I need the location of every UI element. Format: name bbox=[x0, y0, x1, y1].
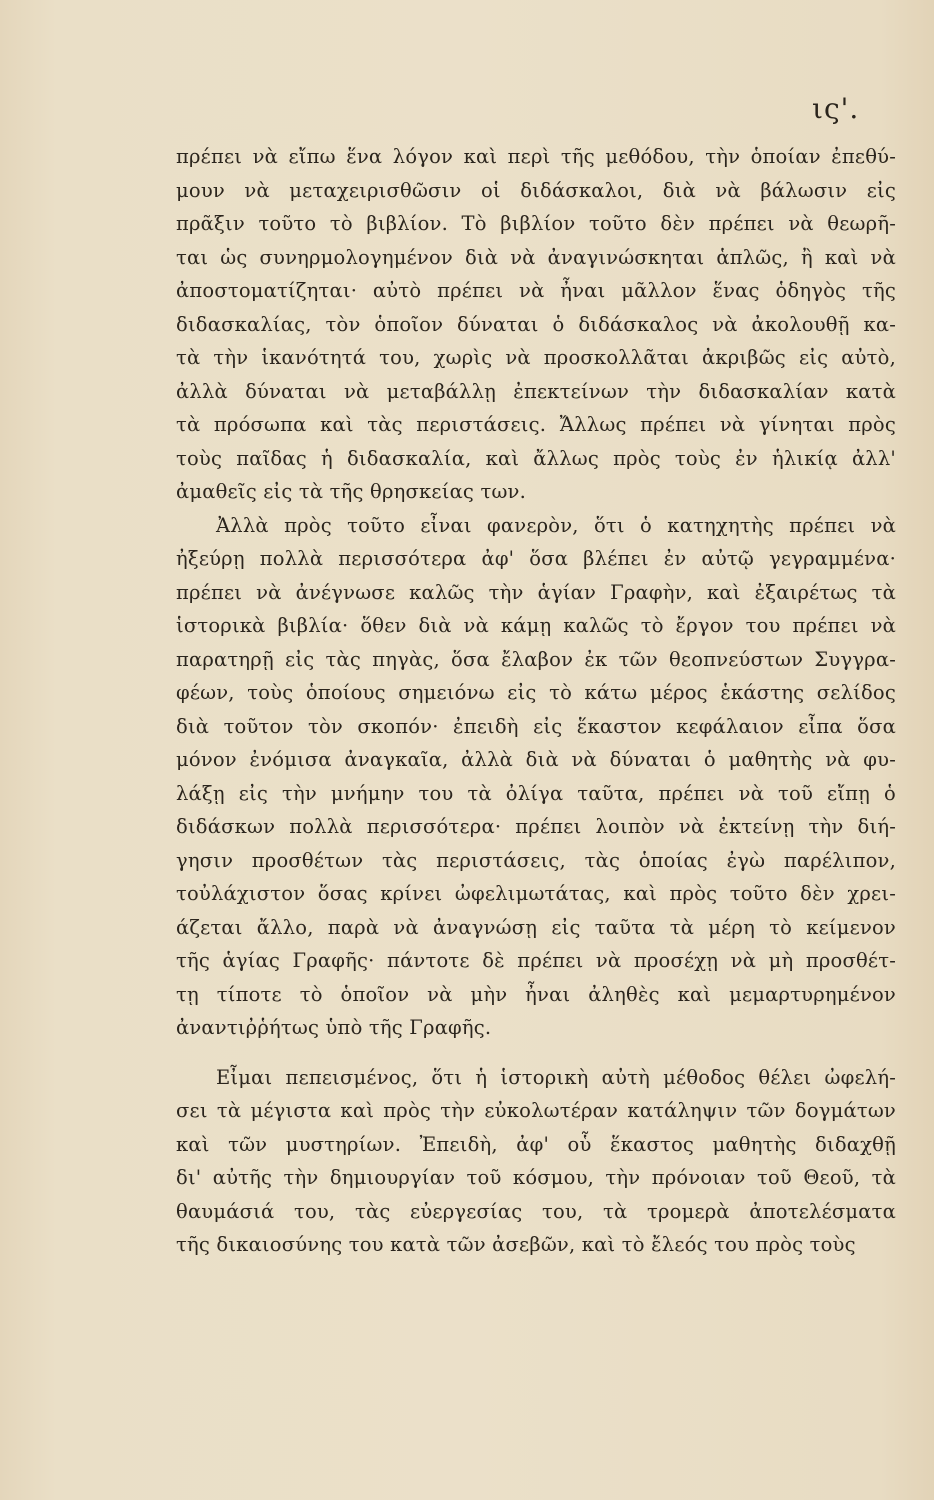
text-line: Εἶμαι πεπεισμένος, ὅτι ἡ ἱστορικὴ αὐτὴ μέθοδος θέλει ὠφελή- bbox=[216, 1065, 896, 1089]
text-line: μουν νὰ μεταχειρισθῶσιν οἱ διδάσκαλοι, διὰ νὰ βάλωσιν εἰς bbox=[176, 178, 896, 202]
text-line: διὰ τοῦτον τὸν σκοπόν· ἐπειδὴ εἰς ἕκαστον κεφάλαιον εἶπα ὅσα bbox=[176, 714, 896, 738]
text-line: διδασκαλίας, τὸν ὁποῖον δύναται ὁ διδάσκαλος νὰ ἀκολουθῇ κα- bbox=[176, 312, 896, 336]
text-line: τῃ τίποτε τὸ ὁποῖον νὰ μὴν ἦναι ἀληθὲς καὶ μεμαρτυρημένον bbox=[176, 982, 896, 1006]
page-text bbox=[176, 140, 896, 1262]
text-line: ἠξεύρῃ πολλὰ περισσότερα ἀφ' ὅσα βλέπει ἐν αὐτῷ γεγραμμένα· bbox=[176, 547, 896, 570]
text-line: τῆς ἁγίας Γραφῆς· πάντοτε δὲ πρέπει νὰ προσέχῃ νὰ μὴ προσθέτ- bbox=[176, 949, 896, 972]
text-line: καὶ τῶν μυστηρίων. Ἐπειδὴ, ἀφ' οὗ ἕκαστος μαθητὴς διδαχθῇ bbox=[176, 1132, 896, 1156]
text-line: ἀλλὰ δύναται νὰ μεταβάλλῃ ἐπεκτείνων τὴν διδασκαλίαν κατὰ bbox=[176, 379, 896, 403]
text-line: ἀμαθεῖς εἰς τὰ τῆς θρησκείας των. bbox=[176, 480, 526, 503]
text-line: ται ὡς συνηρμολογημένον διὰ νὰ ἀναγινώσκηται ἁπλῶς, ἢ καὶ νὰ bbox=[176, 245, 896, 269]
paragraph bbox=[176, 1061, 896, 1262]
text-line: άζεται ἄλλο, παρὰ νὰ ἀναγνώσῃ εἰς ταῦτα τὰ μέρη τὸ κείμενον bbox=[176, 915, 896, 939]
text-line: πρέπει νὰ εἴπω ἕνα λόγον καὶ περὶ τῆς μεθόδου, τὴν ὁποίαν ἐπεθύ- bbox=[176, 145, 896, 168]
text-line: δι' αὐτῆς τὴν δημιουργίαν τοῦ κόσμου, τὴν πρόνοιαν τοῦ Θεοῦ, τὰ bbox=[176, 1166, 896, 1189]
text-line: διδάσκων πολλὰ περισσότερα· πρέπει λοιπὸν νὰ ἐκτείνῃ τὴν διή- bbox=[176, 815, 896, 838]
text-line: τῆς δικαιοσύνης του κατὰ τῶν ἀσεβῶν, καὶ τὸ ἔλεός του πρὸς τοὺς bbox=[176, 1233, 856, 1256]
paragraph bbox=[176, 509, 896, 1045]
text-line: ἱστορικὰ βιβλία· ὅθεν διὰ νὰ κάμῃ καλῶς τὸ ἔργον του πρέπει νὰ bbox=[176, 614, 896, 637]
paragraph-gap bbox=[176, 1045, 896, 1061]
text-line: Ἀλλὰ πρὸς τοῦτο εἶναι φανερὸν, ὅτι ὁ κατηχητὴς πρέπει νὰ bbox=[216, 513, 896, 537]
text-line: τὰ πρόσωπα καὶ τὰς περιστάσεις. Ἄλλως πρέπει νὰ γίνηται πρὸς bbox=[176, 413, 896, 436]
text-line: ἀναντιῤῥήτως ὑπὸ τῆς Γραφῆς. bbox=[176, 1016, 492, 1039]
text-line: γησιν προσθέτων τὰς περιστάσεις, τὰς ὁποίας ἐγὼ παρέλιπον, bbox=[176, 848, 896, 872]
text-line: πρᾶξιν τοῦτο τὸ βιβλίον. Τὸ βιβλίον τοῦτο δὲν πρέπει νὰ θεωρῆ- bbox=[176, 212, 896, 235]
text-line: τοὐλάχιστον ὅσας κρίνει ὠφελιμωτάτας, καὶ πρὸς τοῦτο δὲν χρει- bbox=[176, 882, 896, 905]
text-line: τὰ τὴν ἱκανότητά του, χωρὶς νὰ προσκολλᾶται ἀκριβῶς εἰς αὐτὸ, bbox=[176, 346, 896, 369]
text-line: μόνον ἐνόμισα ἀναγκαῖα, ἀλλὰ διὰ νὰ δύναται ὁ μαθητὴς νὰ φυ- bbox=[176, 748, 896, 771]
paragraph bbox=[176, 140, 896, 509]
text-line: σει τὰ μέγιστα καὶ πρὸς τὴν εὐκολωτέραν κατάληψιν τῶν δογμάτων bbox=[176, 1099, 896, 1122]
text-line: ἀποστοματίζηται· αὐτὸ πρέπει νὰ ἦναι μᾶλλον ἕνας ὁδηγὸς τῆς bbox=[176, 279, 896, 302]
text-line: πρέπει νὰ ἀνέγνωσε καλῶς τὴν ἁγίαν Γραφὴν, καὶ ἐξαιρέτως τὰ bbox=[176, 580, 896, 604]
text-line: παρατηρῇ εἰς τὰς πηγὰς, ὅσα ἔλαβον ἐκ τῶν θεοπνεύστων Συγγρα- bbox=[176, 647, 896, 671]
text-line: φέων, τοὺς ὁποίους σημειόνω εἰς τὸ κάτω μέρος ἑκάστης σελίδος bbox=[176, 681, 896, 704]
text-line: τοὺς παῖδας ἡ διδασκαλία, καὶ ἄλλως πρὸς τοὺς ἐν ἡλικίᾳ ἀλλ' bbox=[176, 446, 896, 470]
page-number: ις'. bbox=[812, 92, 860, 125]
text-line: λάξῃ εἰς τὴν μνήμην του τὰ ὀλίγα ταῦτα, πρέπει νὰ τοῦ εἴπῃ ὁ bbox=[176, 781, 896, 805]
text-line: θαυμάσιά του, τὰς εὐεργεσίας του, τὰ τρομερὰ ἀποτελέσματα bbox=[176, 1199, 896, 1223]
